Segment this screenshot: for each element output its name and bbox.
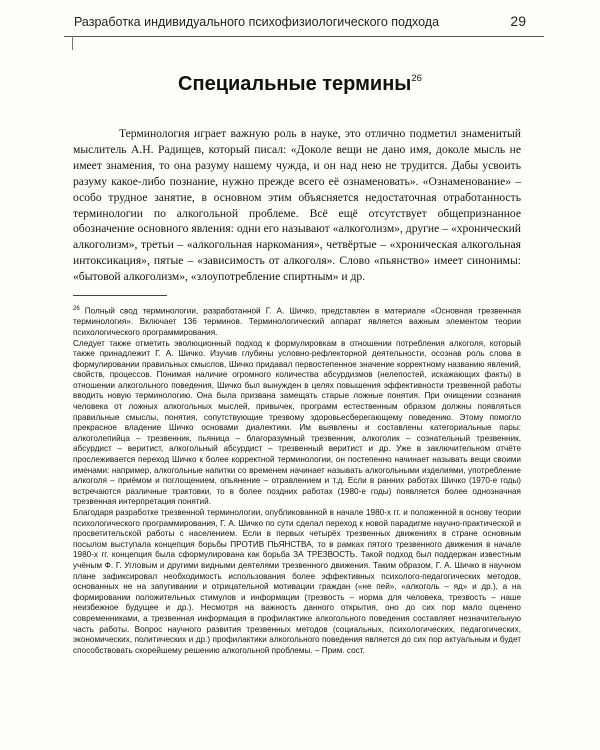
running-header — [64, 12, 544, 37]
footnote-separator — [73, 295, 167, 296]
section-heading-text: Специальные термины — [178, 73, 412, 95]
body-paragraph — [73, 126, 521, 285]
footnote-second: Следует также отметить эволюционный подход к формулировкам в отношении потребления алкоголя, который также принадлежит Г. А. Шичко. Изучив глубины условно-рефлекторной деятельности, осознав роль слова в формулировании правильных смыслов, Шичко придавал первостепенное значение корректному названию явлений, свойств, процессов. Понимая наличие огромного количества абсурдизмов (нелепостей, искажающих факты) в отношении алкогольного поведения, Шичко был вынужден в целях повышения эффективности трезвенной работы вводить новую терминологию. Она была призвана замещать старые ложные понятия. При очищении сознания человека от ложных алкогольных мыслей, привычек, программ естественным образом должны появляться правильные смыслы, понятия, сопутствующие трезвому здоровьесберегающему поведению. Этому помогло прекрасное владение Шичко основами диалектики. Им выявлены и составлены категориальные пары: алкоголепийца – трезвенник, пьяница – благоразумный трезвенник, алкоголик – сознательный трезвенник, абсурдист – веритист, алкогольный абсурдист – трезвенный веритист и др. Уже в заключительном отчёте прослеживается переход Шичко к более корректной терминологии, он постепенно начинает называть вещи своими именами: например, алкогольные напитки со временем начинает называть алкогольными изделиями, употребление алкоголя – приёмом и поглощением, опьянение – отравлением и т.д. Если в ранних работах Шичко (1970-е годы) встречаются различные трактовки, то в более поздних работах (1980-е годы) появляется более однозначная трезвенная интерпретация понятий. — [73, 338, 521, 507]
body-paragraph-text: Терминология играет важную роль в науке, это отлично подметил знаменитый мыслитель А.Н. Радищев, который писал: «Доколе вещи не дано имя, доколе мысль не имеет знамения, то она разуму нашему чужда, и он над нею не трудится. Дабы усвоить разуму какое-либо познание, нужно прежде всего её ознаменовать». «Ознаменование» – особо трудное занятие, в основном этим объясняется недостаточная отработанность терминологии по алкогольной проблеме. Всё ещё отсутствует общепризнанное обозначение основного явления: одни его называют «алкоголизм», другие – «хронический алкоголизм», третьи – «алкогольная наркомания», четвёртые – «хроническая алкогольная интоксикация», пятые – «зависимость от алкоголя». Слово «пьянство» имеет синонимы: «бытовой алкоголизм», «злоупотребление спиртным» и др. — [73, 127, 521, 284]
footnote-first-text: Полный свод терминологии, разработанной Г. А. Шичко, представлен в материале «Основная трезвенная терминология». Включает 136 терминов. Терминологический аппарат является важным элементом теории психологического программирования. — [73, 306, 521, 337]
footnote-third: Благодаря разработке трезвенной терминологии, опубликованной в начале 1980-х гг. и положенной в основу теории психологического программирования, Г. А. Шичко по сути сделал переход к новой парадигме научно-практической и просветительской работы с населением. Если в первых четырёх трезвенных движениях в стране основным посылом выступала концепция борьбы ПРОТИВ ПЬЯНСТВА, то в рамках пятого трезвенного движения в начале 1980-х гг. концепция была сформулирована как борьба ЗА ТРЕЗВОСТЬ. Такой подход был поддержан известным учёным Ф. Г. Угловым и другими видными деятелями трезвенного движения. Таким образом, Г. А. Шичко в научном плане зафиксировал необходимость использования более эффективных психолого-педагогических методов, основанных не на запугивании и отрицательной мотивации граждан («не пей», «алкоголь – яд» и др.), а на формировании положительных стимулов и информации (трезвость – норма для человека, трезвость – наше неизбежное будущее и др.). Несмотря на важность данного открытия, оно до сих пор мало оценено современниками, а трезвенная информация в профилактике алкогольного поведения составляет незначительную часть работы. Вопрос научного развития трезвенных методов (социальных, психологических, педагогических, экономических, политических и др.) профилактики алкогольного поведения является до сих пор актуальным и будет способствовать скорейшему решению алкогольной проблемы. – Прим. сост. — [73, 508, 521, 655]
footnote-block — [73, 304, 521, 656]
header-side-rule — [72, 36, 73, 50]
page-number: 29 — [510, 13, 526, 29]
running-header-title: Разработка индивидуального психофизиологического подхода — [74, 15, 440, 29]
footnote-number: 26 — [73, 306, 80, 312]
heading-footnote-ref: 26 — [411, 73, 422, 85]
section-heading — [0, 73, 600, 96]
footnote-first — [73, 304, 521, 339]
